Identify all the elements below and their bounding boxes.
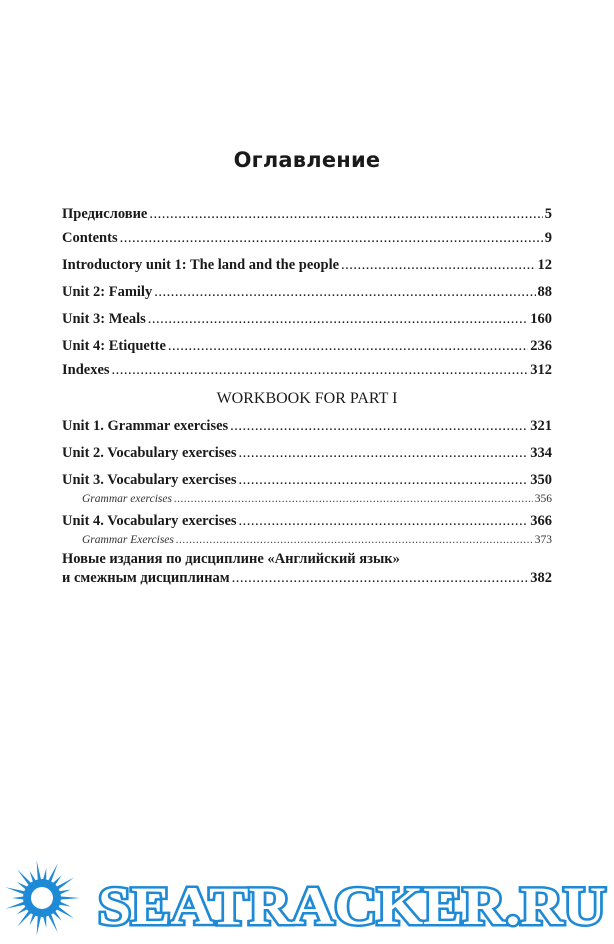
toc-entry[interactable] bbox=[62, 202, 552, 226]
sun-ray bbox=[48, 914, 58, 933]
sun-ray bbox=[43, 916, 46, 928]
toc-entry[interactable] bbox=[62, 441, 552, 465]
toc-entry-title: Unit 3. Vocabulary exercises bbox=[62, 472, 237, 488]
toc-entry-title: Unit 4: Etiquette bbox=[62, 338, 166, 354]
toc-entry[interactable] bbox=[62, 414, 552, 438]
dot-leader bbox=[341, 253, 535, 277]
toc-entry-page: 9 bbox=[544, 230, 552, 246]
toc-entry-page: 236 bbox=[530, 338, 552, 354]
dot-leader bbox=[154, 280, 535, 304]
toc-entry[interactable] bbox=[62, 307, 552, 331]
toc-entry[interactable] bbox=[62, 358, 552, 382]
toc-entry-title-line1: Новые издания по дисциплине «Английский язык» bbox=[62, 551, 400, 567]
sun-ray bbox=[37, 916, 42, 936]
toc-subentry[interactable] bbox=[62, 533, 552, 547]
toc-entry[interactable] bbox=[62, 509, 552, 533]
toc-entry-title: Предисловие bbox=[62, 206, 148, 222]
sun-ray bbox=[48, 863, 58, 882]
toc-entry-title: Unit 3: Meals bbox=[62, 311, 146, 327]
toc-entry-page: 366 bbox=[530, 513, 552, 529]
toc-entry-title: Indexes bbox=[62, 362, 110, 378]
watermark-text: SEATRACKER.RU bbox=[98, 876, 606, 936]
dot-leader bbox=[120, 226, 543, 250]
dot-leader bbox=[148, 307, 528, 331]
toc-entry-title: Unit 4. Vocabulary exercises bbox=[62, 513, 237, 529]
dot-leader bbox=[239, 509, 529, 533]
toc-entry-page: 160 bbox=[530, 311, 552, 327]
toc-entry-page: 382 bbox=[530, 570, 552, 586]
toc-entry-new-editions[interactable] bbox=[62, 550, 552, 588]
toc-entry-title: Unit 2. Vocabulary exercises bbox=[62, 445, 237, 461]
toc-entry-page: 12 bbox=[537, 257, 552, 273]
toc-entry-page: 312 bbox=[530, 362, 552, 378]
toc-entry-page: 88 bbox=[537, 284, 552, 300]
sun-ray bbox=[12, 896, 24, 899]
dot-leader bbox=[112, 358, 529, 382]
toc-subentry-page: 356 bbox=[534, 493, 552, 505]
toc-entry-title: Contents bbox=[62, 230, 118, 246]
dot-leader bbox=[174, 492, 533, 506]
sun-ray bbox=[43, 868, 46, 880]
sun-ray bbox=[6, 902, 26, 909]
workbook-heading: WORKBOOK FOR PART I bbox=[216, 390, 398, 407]
toc-subentry[interactable] bbox=[62, 492, 552, 506]
sun-ray bbox=[6, 887, 26, 894]
dot-leader bbox=[168, 334, 528, 358]
toc-entry-title: Unit 1. Grammar exercises bbox=[62, 418, 229, 434]
dot-leader bbox=[230, 414, 528, 438]
dot-leader bbox=[232, 569, 529, 588]
page-title: Оглавление bbox=[233, 148, 381, 172]
sun-icon bbox=[6, 860, 81, 935]
dot-leader bbox=[149, 202, 542, 226]
toc-subentry-page: 373 bbox=[534, 534, 552, 546]
toc-entry-page: 5 bbox=[544, 206, 552, 222]
watermark-logo bbox=[2, 858, 612, 938]
sun-ray bbox=[60, 896, 80, 899]
toc-entry-page: 350 bbox=[530, 472, 552, 488]
toc-entry[interactable] bbox=[62, 468, 552, 492]
toc-entry[interactable] bbox=[62, 253, 552, 277]
toc-entry-title: Introductory unit 1: The land and the people bbox=[62, 257, 340, 273]
dot-leader bbox=[176, 533, 533, 547]
table-of-contents bbox=[62, 202, 552, 588]
toc-entry[interactable] bbox=[62, 334, 552, 358]
dot-leader bbox=[239, 441, 529, 465]
toc-entry-line2 bbox=[62, 569, 552, 588]
toc-entry-title: Unit 2: Family bbox=[62, 284, 153, 300]
toc-subentry-title: Grammar exercises bbox=[82, 493, 172, 505]
sun-ray bbox=[37, 860, 42, 880]
toc-entry-page: 334 bbox=[530, 445, 552, 461]
toc-entry[interactable] bbox=[62, 226, 552, 250]
toc-subentry-title: Grammar Exercises bbox=[82, 534, 174, 546]
toc-entry-title-line2: и смежным дисциплинам bbox=[62, 570, 230, 586]
toc-entry-page: 321 bbox=[530, 418, 552, 434]
toc-entry[interactable] bbox=[62, 280, 552, 304]
dot-leader bbox=[239, 468, 529, 492]
